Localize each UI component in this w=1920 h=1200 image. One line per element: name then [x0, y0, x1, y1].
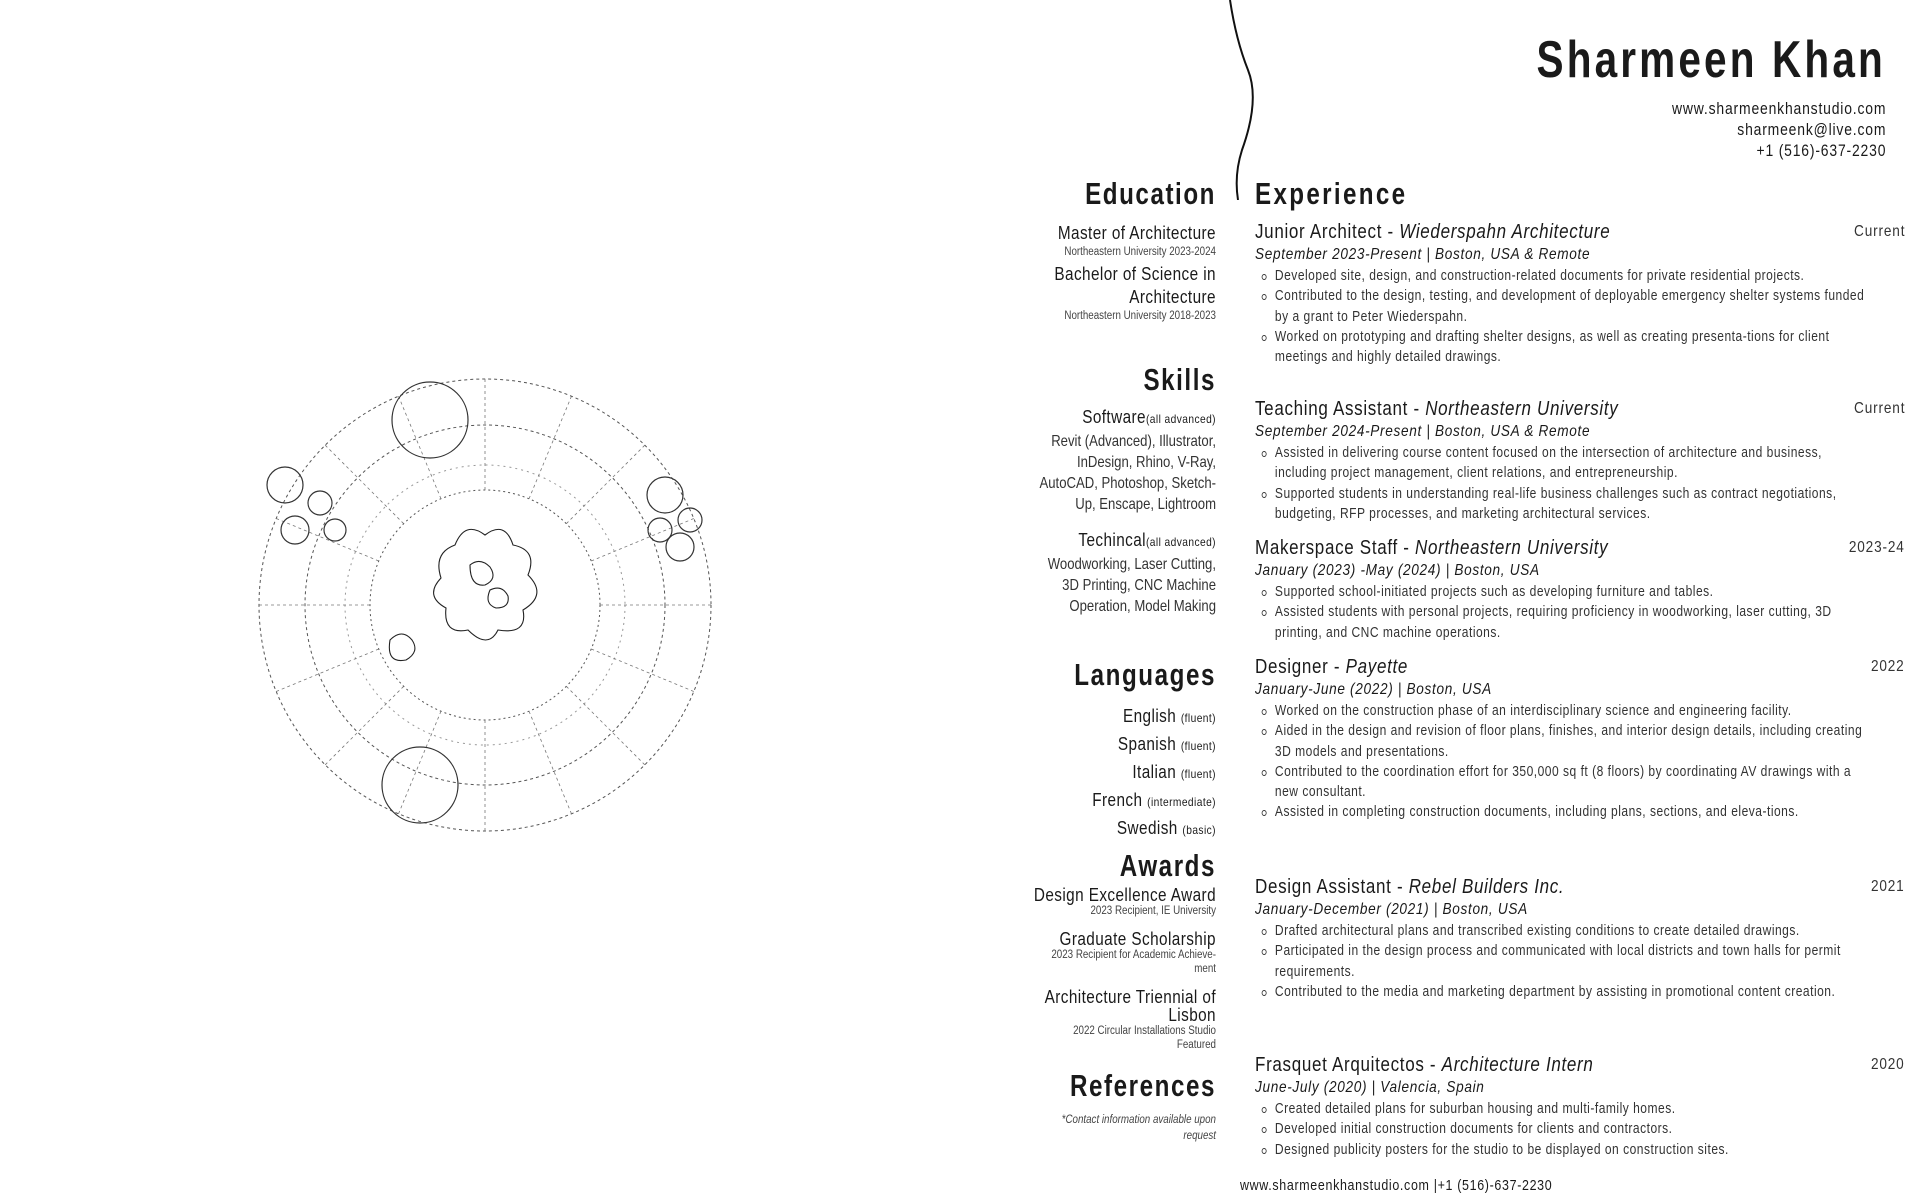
- experience-item: [1255, 1054, 1905, 1160]
- job-bullet: Developed site, design, and construction-related documents for private residential projects.: [1255, 266, 1873, 286]
- awards-section: [956, 848, 1216, 1052]
- site-plan-drawing: [255, 375, 715, 835]
- education-heading: Education: [1085, 176, 1216, 211]
- language-item: Swedish (basic): [1116, 818, 1216, 838]
- skills-heading: Skills: [1143, 362, 1216, 397]
- resume-name: Sharmeen Khan: [1536, 31, 1886, 89]
- skill-list-line: InDesign, Rhino, V-Ray,: [1076, 454, 1216, 471]
- skill-list-line: Revit (Advanced), Illustrator,: [1051, 433, 1216, 450]
- job-bullet: Participated in the design process and communicated with local districts and town halls for permit requirements.: [1255, 941, 1873, 982]
- skills-section: [956, 362, 1216, 617]
- plan-pod-left-1: [267, 467, 303, 503]
- plan-spoke: [276, 519, 379, 561]
- plan-spokes: [259, 379, 711, 831]
- plan-middle-ring: [305, 425, 665, 785]
- job-bullet: Worked on the construction phase of an interdisciplinary science and engineering facility.: [1255, 701, 1873, 721]
- website-link[interactable]: www.sharmeenkhanstudio.com: [1671, 99, 1886, 118]
- skill-list-line: 3D Printing, CNC Machine: [1062, 577, 1216, 594]
- job-year: 2021: [1871, 878, 1905, 895]
- education-section: [956, 176, 1216, 323]
- job-dates-location: June-July (2020) | Valencia, Spain: [1255, 1079, 1485, 1096]
- job-dates-location: September 2023-Present | Boston, USA & Remote: [1255, 246, 1591, 263]
- job-title: Design Assistant - Rebel Builders Inc.: [1255, 876, 1565, 898]
- plan-spoke: [591, 649, 694, 691]
- experience-item: [1255, 656, 1905, 823]
- award-detail: 2022 Circular Installations Studio: [1073, 1025, 1216, 1037]
- language-item: French (intermediate): [1092, 790, 1216, 810]
- job-bullet: Assisted in delivering course content focused on the intersection of architecture and business, including project management, client relations, and entrepreneurship.: [1255, 443, 1873, 484]
- language-item: Spanish (fluent): [1117, 734, 1216, 754]
- education-school: Northeastern University 2018-2023: [1064, 310, 1216, 322]
- references-note: *Contact information available upon: [1061, 1114, 1216, 1126]
- phone-number: +1 (516)-637-2230: [1756, 141, 1886, 160]
- job-bullet: Created detailed plans for suburban housing and multi-family homes.: [1255, 1099, 1873, 1119]
- plan-pod-left-2: [308, 491, 332, 515]
- plan-spoke: [529, 711, 571, 814]
- contact-block: [1672, 98, 1886, 161]
- references-heading: References: [1070, 1068, 1216, 1103]
- job-bullet: Drafted architectural plans and transcribed existing conditions to create detailed drawings.: [1255, 921, 1873, 941]
- languages-heading: Languages: [1074, 657, 1216, 692]
- job-year: 2022: [1871, 658, 1905, 675]
- job-dates-location: January (2023) -May (2024) | Boston, USA: [1255, 562, 1540, 579]
- plan-pod-bottom: [382, 747, 458, 823]
- plan-pod-top: [392, 382, 468, 458]
- job-title: Junior Architect - Wiederspahn Architecture: [1255, 221, 1611, 243]
- awards-heading: Awards: [1119, 848, 1216, 883]
- job-bullet: Worked on prototyping and drafting shelter designs, as well as creating presenta-tions for client meetings and highly detailed drawings.: [1255, 327, 1873, 368]
- job-bullets: [1255, 921, 1905, 1002]
- education-school: Northeastern University 2023-2024: [1064, 246, 1216, 258]
- plan-core-ring: [345, 465, 625, 745]
- award-title: Architecture Triennial of: [1044, 987, 1216, 1007]
- job-dates-location: January-December (2021) | Boston, USA: [1255, 901, 1528, 918]
- skill-category: Techincal(all advanced): [1078, 530, 1216, 550]
- job-bullet: Contributed to the design, testing, and development of deployable emergency shelter systems funded by a grant to Peter Wiederspahn.: [1255, 286, 1873, 327]
- job-title: Designer - Payette: [1255, 656, 1409, 678]
- job-bullet: Contributed to the coordination effort for 350,000 sq ft (8 floors) by coordinating AV drawings with a new consultant.: [1255, 762, 1873, 803]
- job-bullets: [1255, 266, 1905, 367]
- job-bullet: Assisted students with personal projects, requiring proficiency in woodworking, laser cutting, 3D printing, and CNC machine operations.: [1255, 602, 1873, 643]
- job-bullet: Supported school-initiated projects such as developing furniture and tables.: [1255, 582, 1873, 602]
- job-title: Frasquet Arquitectos - Architecture Intern: [1255, 1054, 1594, 1076]
- job-year: 2023-24: [1849, 539, 1905, 556]
- plan-boulder: [389, 634, 415, 661]
- job-dates-location: September 2024-Present | Boston, USA & Remote: [1255, 423, 1591, 440]
- job-dates-location: January-June (2022) | Boston, USA: [1255, 681, 1492, 698]
- job-bullet: Assisted in completing construction documents, including plans, sections, and eleva-tions.: [1255, 802, 1873, 822]
- references-section: [956, 1068, 1216, 1144]
- job-bullets: [1255, 443, 1905, 524]
- job-bullet: Contributed to the media and marketing department by assisting in promotional content creation.: [1255, 982, 1873, 1002]
- job-title: Makerspace Staff - Northeastern University: [1255, 537, 1609, 559]
- award-detail: ment: [1194, 963, 1216, 975]
- section-divider-curve: [1200, 0, 1280, 200]
- language-item: English (fluent): [1122, 706, 1216, 726]
- plan-pod-right-1: [647, 477, 683, 513]
- job-title: Teaching Assistant - Northeastern University: [1255, 398, 1619, 420]
- education-degree: Bachelor of Science in: [1054, 264, 1216, 284]
- job-year: 2020: [1871, 1056, 1905, 1073]
- award-title: Lisbon: [1168, 1005, 1216, 1025]
- language-item: Italian (fluent): [1132, 762, 1216, 782]
- plan-pod-left-4: [324, 519, 346, 541]
- footer-contact: www.sharmeenkhanstudio.com |+1 (516)-637-2230: [1240, 1177, 1553, 1194]
- experience-item: [1255, 221, 1905, 367]
- experience-item: [1255, 537, 1905, 643]
- plan-spoke: [276, 649, 379, 691]
- job-bullets: [1255, 582, 1905, 643]
- job-bullet: Aided in the design and revision of floor plans, finishes, and interior design details, including creating 3D models and presentations.: [1255, 721, 1873, 762]
- experience-section: [1255, 176, 1905, 212]
- plan-inner-ring: [370, 490, 600, 720]
- plan-pod-right-2: [678, 508, 702, 532]
- job-year: Current: [1853, 400, 1905, 417]
- award-title: Graduate Scholarship: [1059, 929, 1216, 949]
- job-bullet: Supported students in understanding real-life business challenges such as contract negotiations, budgeting, RFP processes, and marketing architectural services.: [1255, 484, 1873, 525]
- plan-spoke: [325, 445, 403, 523]
- job-bullets: [1255, 1099, 1905, 1160]
- plan-spoke: [566, 686, 644, 764]
- job-year: Current: [1853, 223, 1905, 240]
- award-detail: 2023 Recipient for Academic Achieve-: [1051, 949, 1216, 961]
- plan-pod-right-4: [666, 533, 694, 561]
- plan-spoke: [566, 445, 644, 523]
- references-note: request: [1183, 1130, 1216, 1142]
- experience-item: [1255, 398, 1905, 524]
- plan-spoke: [399, 711, 441, 814]
- skill-list-line: Operation, Model Making: [1069, 598, 1216, 615]
- award-detail: 2023 Recipient, IE University: [1090, 905, 1216, 917]
- plan-spoke: [325, 686, 403, 764]
- plan-spoke: [529, 396, 571, 499]
- skill-list-line: AutoCAD, Photoshop, Sketch-: [1039, 475, 1216, 492]
- job-bullet: Developed initial construction documents for clients and contractors.: [1255, 1119, 1873, 1139]
- email-link[interactable]: sharmeenk@live.com: [1737, 120, 1886, 139]
- languages-section: [956, 657, 1216, 843]
- education-degree: Architecture: [1129, 287, 1216, 307]
- award-detail: Featured: [1176, 1039, 1216, 1051]
- plan-spoke: [399, 396, 441, 499]
- skill-list-line: Woodworking, Laser Cutting,: [1047, 556, 1216, 573]
- skill-list-line: Up, Enscape, Lightroom: [1075, 496, 1216, 513]
- award-title: Design Excellence Award: [1033, 885, 1216, 905]
- education-degree: Master of Architecture: [1057, 223, 1216, 243]
- skill-category: Software(all advanced): [1082, 407, 1216, 427]
- experience-item: [1255, 876, 1905, 1002]
- job-bullets: [1255, 701, 1905, 823]
- experience-heading: Experience: [1255, 176, 1408, 211]
- job-bullet: Designed publicity posters for the studio to be displayed on construction sites.: [1255, 1140, 1873, 1160]
